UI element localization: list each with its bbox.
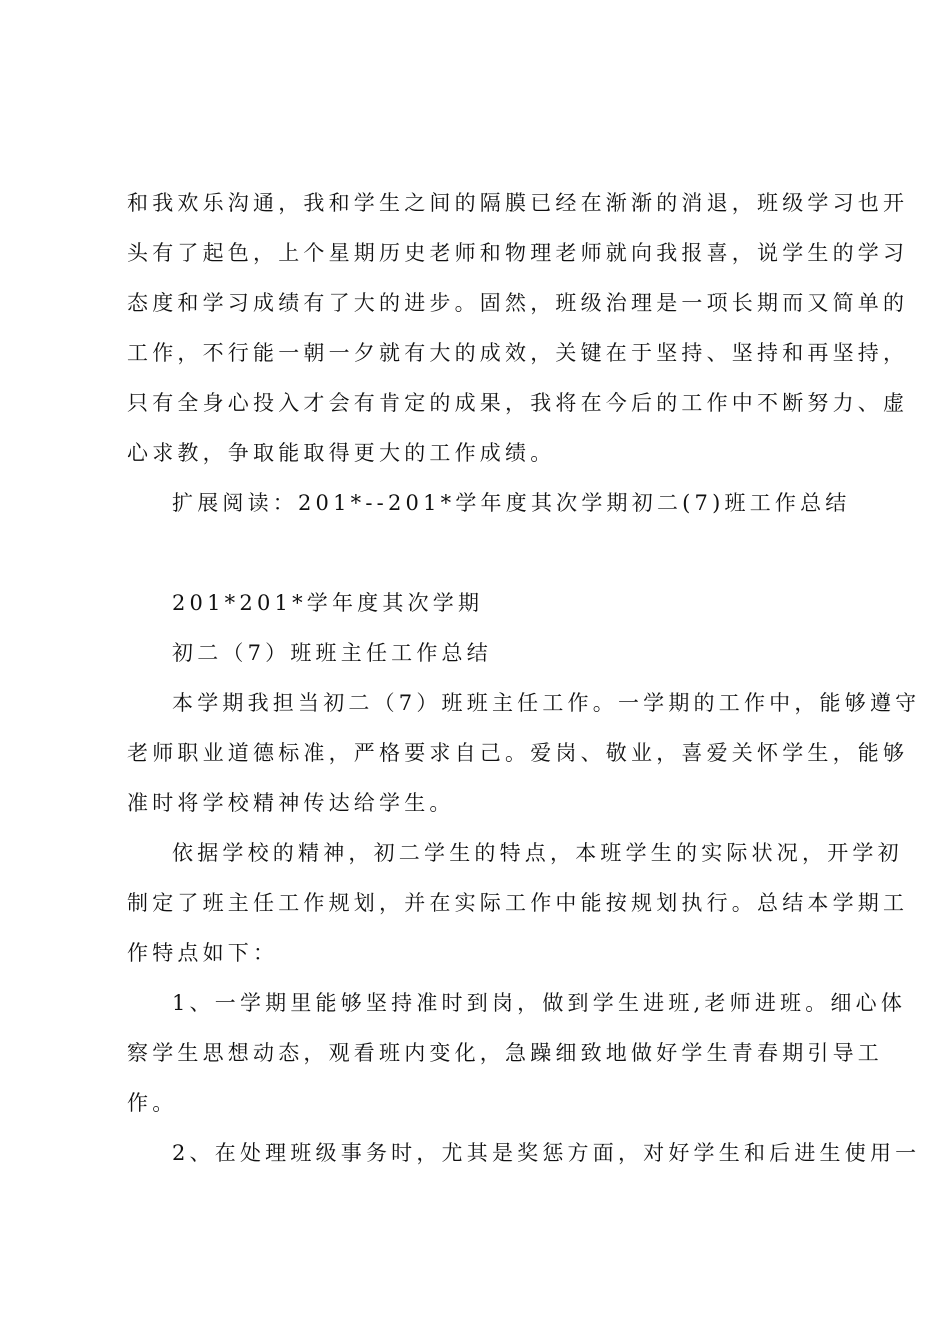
list-item-line: 察学生思想动态，观看班内变化，急躁细致地做好学生青春期引导工 bbox=[127, 1041, 883, 1065]
paragraph-line: 依据学校的精神，初二学生的特点，本班学生的实际状况，开学初 bbox=[172, 841, 903, 865]
paragraph-line: 本学期我担当初二（7）班班主任工作。一学期的工作中，能够遵守 bbox=[172, 691, 921, 715]
paragraph-line: 老师职业道德标准，严格要求自己。爱岗、敬业，喜爱关怀学生，能够 bbox=[127, 741, 909, 765]
list-item-line: 作。 bbox=[127, 1091, 178, 1115]
paragraph-line: 制定了班主任工作规划，并在实际工作中能按规划执行。总结本学期工 bbox=[127, 891, 909, 915]
document-title: 初二（7）班班主任工作总结 bbox=[172, 641, 492, 665]
paragraph-line: 头有了起色，上个星期历史老师和物理老师就向我报喜，说学生的学习 bbox=[127, 241, 909, 265]
extended-reading-heading: 扩展阅读：201*--201*学年度其次学期初二(7)班工作总结 bbox=[172, 491, 851, 515]
document-subtitle: 201*201*学年度其次学期 bbox=[172, 591, 484, 615]
paragraph-line: 态度和学习成绩有了大的进步。固然，班级治理是一项长期而又简单的 bbox=[127, 291, 909, 315]
list-item-line: 1、一学期里能够坚持准时到岗，做到学生进班,老师进班。细心体 bbox=[172, 991, 907, 1015]
paragraph-line: 和我欢乐沟通，我和学生之间的隔膜已经在渐渐的消退，班级学习也开 bbox=[127, 191, 909, 215]
paragraph-line: 作特点如下： bbox=[127, 941, 279, 965]
paragraph-line: 心求教，争取能取得更大的工作成绩。 bbox=[127, 441, 556, 465]
paragraph-line: 只有全身心投入才会有肯定的成果，我将在今后的工作中不断努力、虚 bbox=[127, 391, 909, 415]
paragraph-line: 工作，不行能一朝一夕就有大的成效，关键在于坚持、坚持和再坚持， bbox=[127, 341, 909, 365]
paragraph-line: 准时将学校精神传达给学生。 bbox=[127, 791, 455, 815]
list-item-line: 2、在处理班级事务时，尤其是奖惩方面，对好学生和后进生使用一 bbox=[172, 1141, 921, 1165]
